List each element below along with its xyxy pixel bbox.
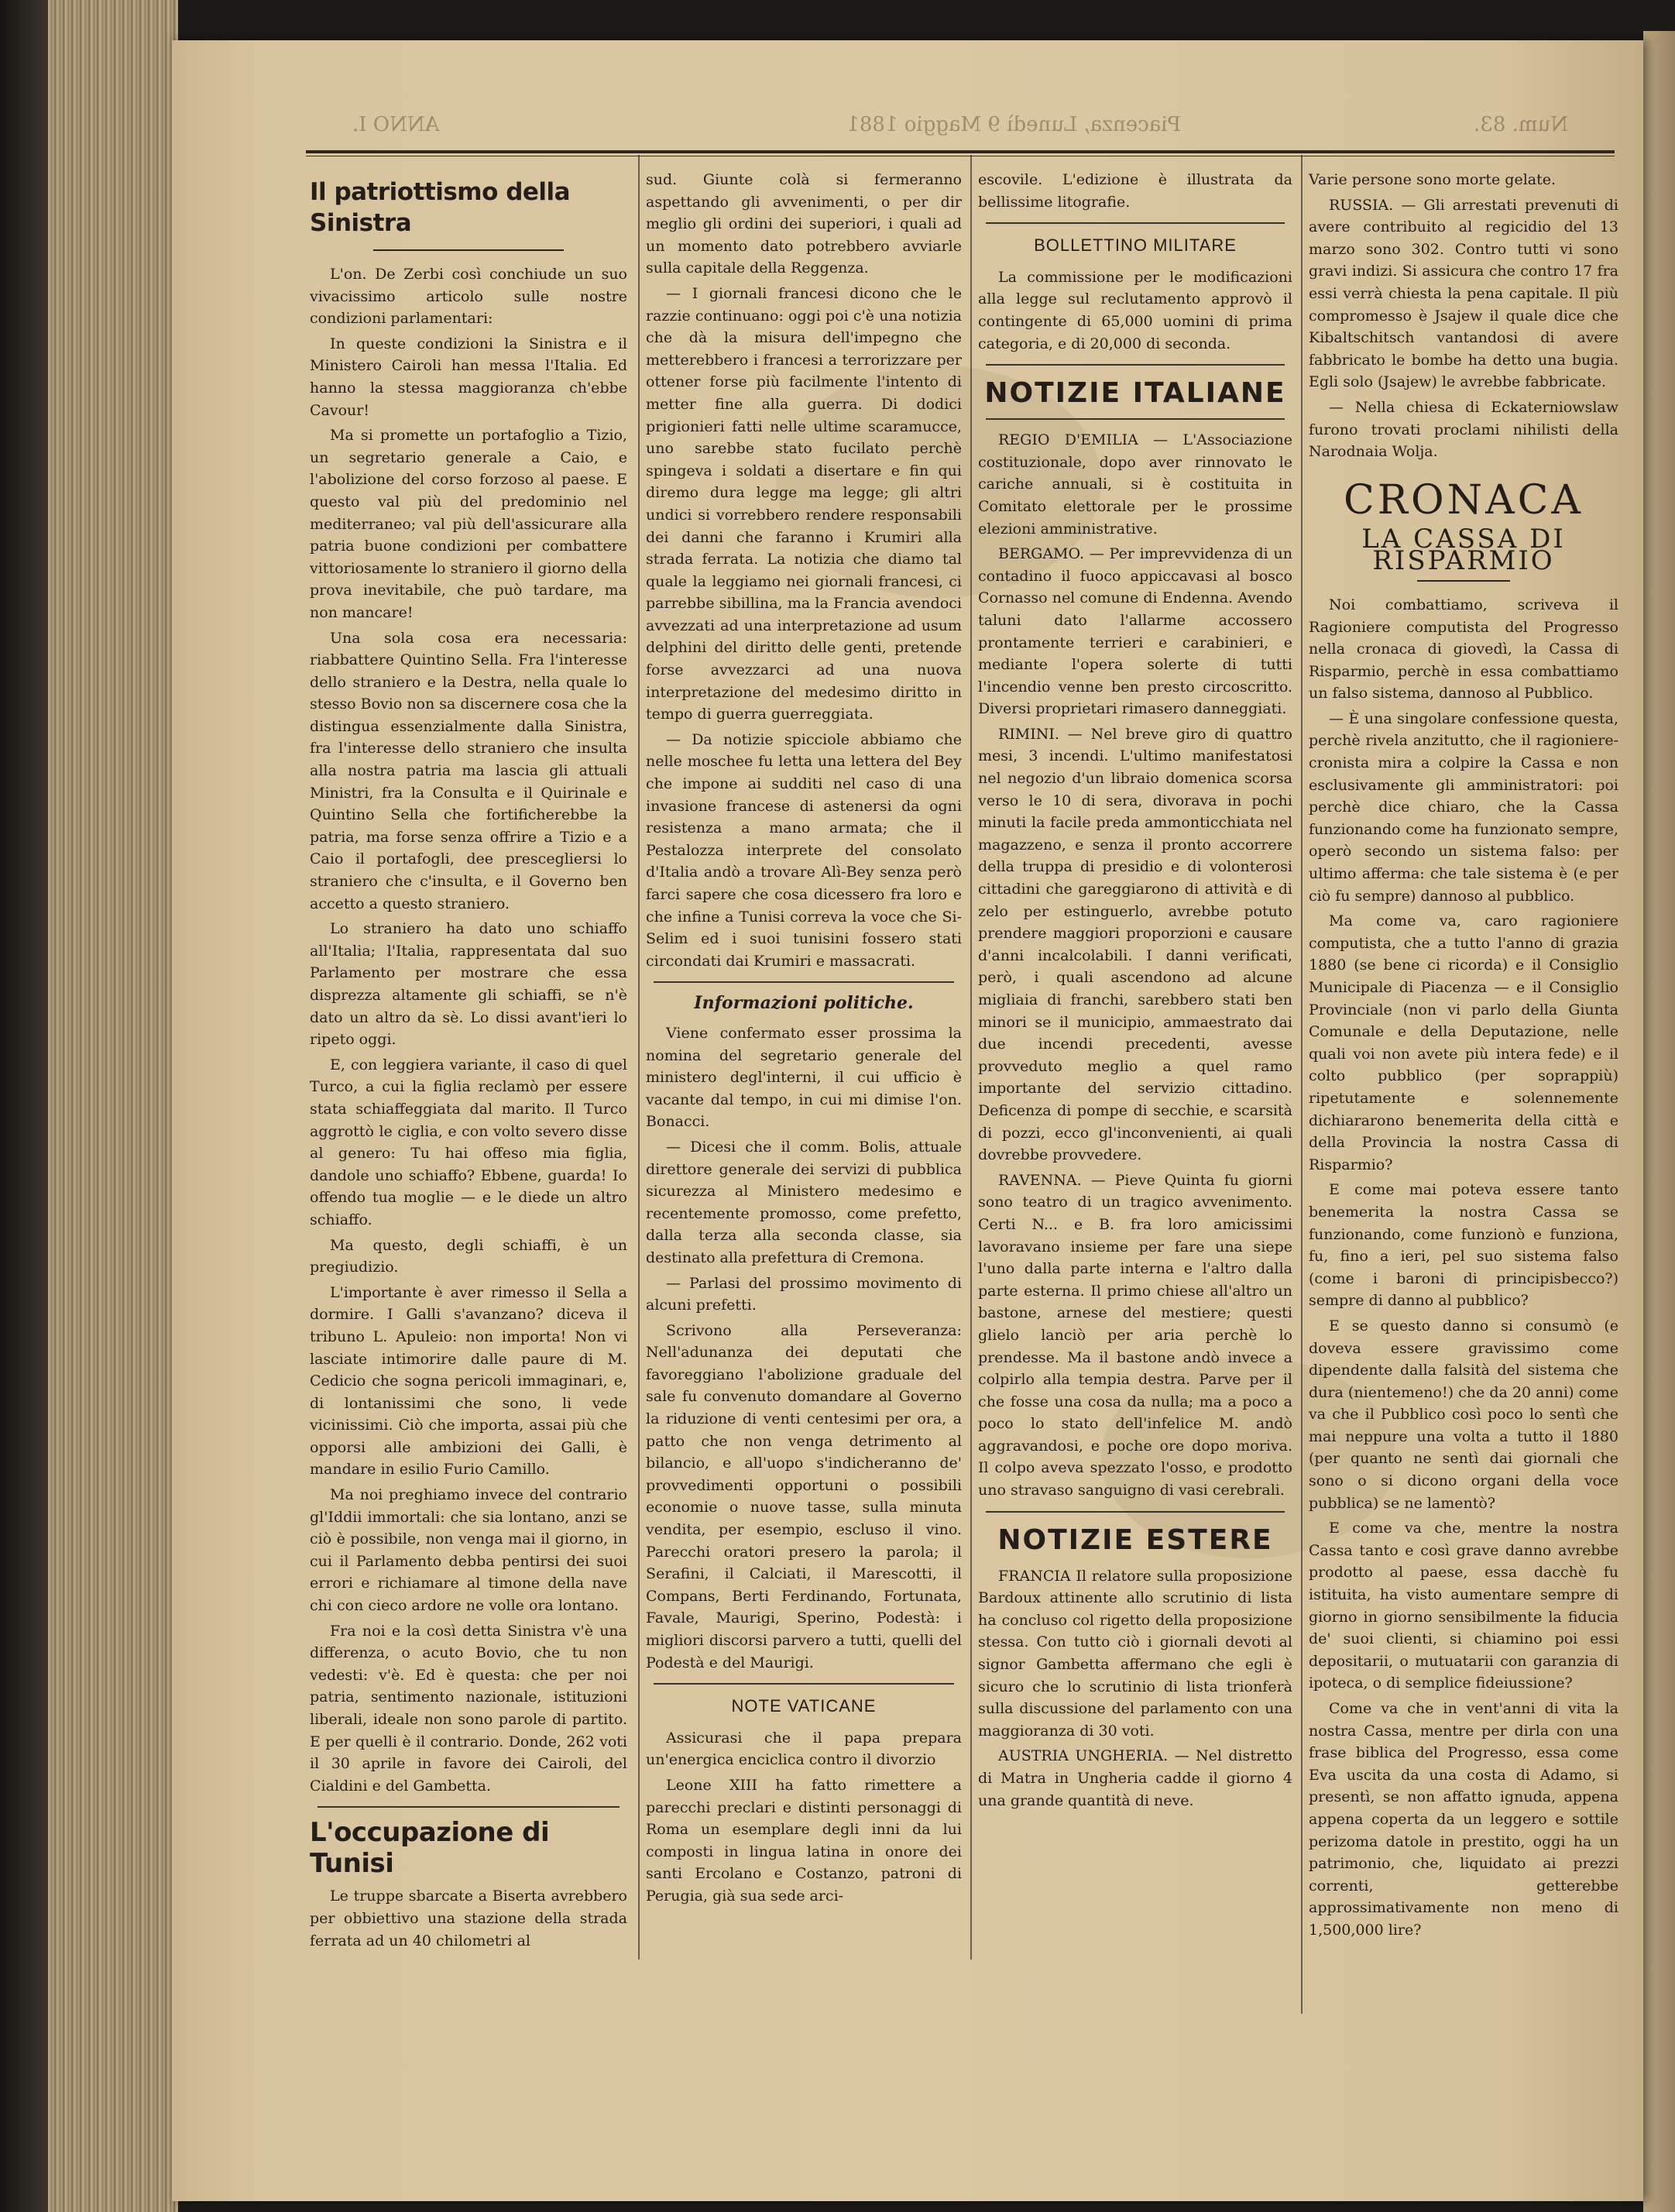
paragraph: Lo straniero ha dato uno schiaffo all'Italia; l'Italia, rappresentata dal suo Parlamento per mostrare che essa disprezza altamente gli schiaffi, se n'è dato un altro da sè. Lo dissi avant'ieri lo ripeto oggi. <box>310 920 627 1049</box>
ornament-divider <box>1417 575 1510 586</box>
paragraph: Le truppe sbarcate a Biserta avrebbero per obbiettivo una stazione della strada ferrata ad un 40 chilometri al <box>310 1887 627 1949</box>
masthead-date: Piacenza, Lunedì 9 Maggio 1881 <box>846 113 1181 136</box>
paragraph: — I giornali francesi dicono che le razzie continuano: oggi poi c'è una notizia che dà la misura dell'impegno che metterebbero i francesi a terrorizzare per ottener forse più facilmente l'intento di metter fine alla guerra. Di dodici prigionieri fatti nelle ultime scaramucce, uno sarebbe stato fucilato perchè spingeva i soldati a disertare e fin qui diremo dura legge ma legge; gli altri undici si vorrebbero rendere responsabili dei danni che faranno i Krumiri alla strada ferrata. La notizia che diamo tal quale la leggiamo nei giornali francesi, ci parrebbe sibillina, ma la Francia avendoci avvezzati ad una interpretazione ad usum delphini del diritto delle genti, pretende forse avvezzarci ad una nuova interpretazione del medesimo diritto in tempo di guerra guerreggiata. <box>646 284 962 723</box>
paragraph: sud. Giunte colà si fermeranno aspettando gli avvenimenti, o per dir meglio gli ordini dei superiori, i quali ad un momento dato potrebbero avviarle sulla capitale della Reggenza. <box>646 171 962 277</box>
paragraph: — Parlasi del prossimo movimento di alcuni prefetti. <box>646 1274 962 1314</box>
column-3 <box>978 169 1292 1815</box>
paragraph: In queste condizioni la Sinistra e il Ministero Cairoli han messa l'Italia. Ed hanno la stessa maggioranza ch'ebbe Cavour! <box>310 335 627 419</box>
section-divider <box>654 1683 954 1685</box>
paragraph: BERGAMO. — Per imprevvidenza di un contadino il fuoco appiccavasi al bosco Cornasso nel comune di Endenna. Avendo taluni dato l'allarme accossero prontamente terrieri e carabinieri, e mediante l'opera solerte di tutti l'incendio venne ben presto circoscritto. Diversi proprietari rimasero danneggiati. <box>978 545 1292 718</box>
section-heading-informazioni: Informazioni politiche. <box>694 993 914 1014</box>
paragraph: Leone XIII ha fatto rimettere a parecchi preclari e distinti personaggi di Roma un esemplare degli inni da lui composti in lingua latina in onore dei santi Ercolano e Costanzo, patroni di Perugia, già sua sede arci- <box>646 1776 962 1905</box>
next-page-edge <box>1643 31 1675 2212</box>
paragraph: La commissione per le modificazioni alla legge sul reclutamento approvò il contingente di 65,000 uomini di prima categoria, e di 20,000 di seconda. <box>978 268 1292 352</box>
ornament-divider <box>373 245 564 256</box>
column-1 <box>310 169 627 1955</box>
paragraph: Varie persone sono morte gelate. <box>1309 171 1557 188</box>
top-rule <box>306 150 1615 153</box>
article-title-tunisi: L'occupazione di Tunisi <box>310 1817 550 1880</box>
paragraph: Ma si promette un portafoglio a Tizio, un segretario generale a Caio, e l'abolizione del corso forzoso al paese. E questo val più del predominio nel mediterraneo; val più dell'assicurare alla patria buone condizioni per combattere vittoriosamente lo straniero il giorno della prova inevitabile, che può tardare, ma non mancare! <box>310 427 627 621</box>
column-rule-2 <box>970 155 972 1960</box>
paragraph: — È una singolare confessione questa, perchè rivela anzitutto, che il ragioniere-cronista mira a colpire la Cassa e non esclusivamente gli amministratori: poi perchè dice chiaro, che la Cassa funzionando come ha funzionato sempre, operò secondo un sistema falso: per ultimo afferma: che tale sistema è (e per ciò fu sempre) dannoso al pubblico. <box>1309 709 1618 905</box>
paragraph: AUSTRIA UNGHERIA. — Nel distretto di Matra in Ungheria cadde il giorno 4 una grande quantità di neve. <box>978 1747 1292 1809</box>
section-divider <box>986 418 1285 420</box>
section-divider <box>986 364 1285 366</box>
paragraph: Ma come va, caro ragioniere computista, che a tutto l'anno di grazia 1880 (se bene ci ricorda) e il Consiglio Municipale di Piacenza — e il Consiglio Provinciale (non vi parlo della Giunta Comunale e della Deputazione, nelle quali voi non avete più intera fede) e il colto pubblico (per soprappiù) ripetutamente e solennemente dichiararono benemerita della città e della Provincia la nostra Cassa di Risparmio? <box>1309 912 1618 1173</box>
paragraph: RIMINI. — Nel breve giro di quattro mesi, 3 incendi. L'ultimo manifestatosi nel negozio d'un libraio domenica scorsa verso le 10 di sera, divorava in pochi minuti la facile preda ammonticchiata nel magazzeno, e senza il pronto accorrere della truppa di presidio e di volonterosi cittadini che gareggiarono di attività e di zelo per estinguerlo, avrebbe potuto prendere maggiori proporzioni e causare d'anni incalcolabili. I danni verificati, però, i quali ascendono ad alcune migliaia di franchi, sarebbero stati ben minori se il municipio, ammaestrato dai due incendi precedenti, avesse provveduto meglio a quel ramo importante del servizio cittadino. Deficenza di pompe di secchie, e scarsità di pozzi, ecco gl'inconvenienti, ai quali dovrebbe provvedere. <box>978 725 1292 1164</box>
masthead-anno: ANNO I. <box>352 113 440 136</box>
paragraph: — Nella chiesa di Eckaterniowslaw furono trovati proclami nihilisti della Narodnaia Wolja. <box>1309 398 1618 461</box>
paragraph: RUSSIA. — Gli arrestati prevenuti di avere contribuito al regicidio del 13 marzo sono 302. Contro tutti vi sono gravi indizi. Si assicura che contro 17 fra essi verrà chiesta la pena capitale. Il più compromesso è Jsajew il quale dice che Kibaltschitsch vantandosi di avere fabbricato le bombe ha detto una bugia. Egli solo (Jsajew) le avrebbe fabbricate. <box>1309 196 1618 391</box>
section-heading-cassa: LA CASSA DI RISPARMIO <box>1361 523 1566 577</box>
paragraph: E come mai poteva essere tanto benemerita la nostra Cassa se funzionando, come funzionò e funziona, fu, fino a ieri, pel suo sistema falso (come i baroni di principisbecco?) sempre di danno al pubblico? <box>1309 1181 1618 1310</box>
paragraph: E se questo danno si consumò (e doveva essere gravissimo come dipendente dalla falsità del sistema che dura (nientemeno!) che da 20 anni) come va che il Pubblico così poco lo sentì che mai neppure una volta a tutto il 1880 (per quanto ne sentì dai giornali che sono o si dicono organi della voce pubblica) se ne lamentò? <box>1309 1317 1618 1512</box>
paragraph: REGIO D'EMILIA — L'Associazione costituzionale, dopo aver rinnovato le cariche annuali, si è costituita in Comitato elettorale per le prossime elezioni amministrative. <box>978 431 1292 538</box>
section-heading-estere: NOTIZIE ESTERE <box>997 1523 1273 1556</box>
paragraph: — Da notizie spicciole abbiamo che nelle moschee fu letta una lettera del Bey che impone ai sudditi nel caso di una invasione francese di astenersi da ogni resistenza a mano armata; che il Pestalozza interprete del consolato d'Italia andò a trovare Alì-Bey senza però farci sapere che cosa dicessero fra loro e che infine a Tunisi correva la voce che Si-Selim ed i suoi tunisini fossero stati circondati dai Krumiri e massacrati. <box>646 730 962 970</box>
paragraph: Viene confermato esser prossima la nomina del segretario generale del ministero degl'interni, il cui ufficio è vacante dal tempo, in cui mi dimise l'on. Bonacci. <box>646 1024 962 1131</box>
section-divider <box>986 1511 1285 1513</box>
paragraph: Ma questo, degli schiaffi, è un pregiudizio. <box>310 1236 627 1276</box>
paragraph: E, con leggiera variante, il caso di quel Turco, a cui la figlia reclamò per essere stata schiaffeggiata dal marito. Il Turco aggrottò le ciglia, e con volto severo disse al genero: Tu hai offeso mia figlia, dandole uno schiaffo? Ebbene, guarda! Io offendo tua moglie — e le diede un altro schiaffo. <box>310 1056 627 1228</box>
section-heading-cronaca: CRONACA <box>1344 476 1584 524</box>
paragraph: L'on. De Zerbi così conchiude un suo vivacissimo articolo sulle nostre condizioni parlamentari: <box>310 266 627 328</box>
section-divider <box>986 222 1285 224</box>
paragraph: Come va che in vent'anni di vita la nostra Cassa, mentre per dirla con una frase biblica del Progresso, essa come Eva uscita da una costa di Adamo, si presentì, se non affatto ignuda, appena appena coperta da un leggero e sottile perizoma datole in prestito, oggi ha un patrimonio, che, liquidato ai prezzi correnti, getterebbe approssimativamente non meno di 1,500,000 lire? <box>1309 1700 1618 1939</box>
paragraph: FRANCIA Il relatore sulla proposizione Bardoux attinente allo scrutinio di lista ha concluso col rigetto della proposizione stessa. Con tutto ciò i giornali devoti al signor Gambetta affermano che egli è sicuro che lo scrutinio di lista trionferà sulla discussione del parlamento con una maggioranza di 30 voti. <box>978 1567 1292 1740</box>
paragraph: Assicurasi che il papa prepara un'energica enciclica contro il divorzio <box>646 1729 962 1769</box>
masthead-number: Num. 83. <box>1473 113 1568 136</box>
book-page-edges <box>0 0 178 2212</box>
column-4 <box>1309 169 1618 1945</box>
paragraph: L'importante è aver rimesso il Sella a dormire. I Galli s'avanzano? diceva il tribuno L. Apuleio: non importa! Non vi lasciate intimorire dalle paure di M. Cedicio che sogna pericoli immaginari, e, di lontanissimi che sono, li vede vicinissimi. Ciò che importa, assai più che opporsi alle ambizioni dei Galli, è mandare in esilio Furio Camillo. <box>310 1283 627 1479</box>
section-heading-vaticane: NOTE VATICANE <box>731 1696 877 1716</box>
paragraph: Una sola cosa era necessaria: riabbattere Quintino Sella. Fra l'interesse dello straniero e la Destra, nella quale lo stesso Bovio non sa discernere cosa che la distingua essenzialmente dalla Sinistra, fra l'interesse dello straniero che insulta alla nostra patria ma lascia gli attuali Ministri, fra la Consulta e il Quirinale e Quintino Sella che fortificherebbe la patria, ma forse senza offrire a Tizio e a Caio il portafogli, dee prescegliersi lo straniero che c'insulta, e il Governo ben accetto a questo straniero. <box>310 629 627 912</box>
section-divider <box>317 1806 620 1808</box>
section-heading-bollettino: BOLLETTINO MILITARE <box>1034 235 1237 256</box>
paragraph: — Dicesi che il comm. Bolis, attuale direttore generale dei servizi di pubblica sicurezza al Ministero medesimo e recentemente promosso, come prefetto, dalla terza alla seconda classe, sia destinato alla prefettura di Cremona. <box>646 1138 962 1266</box>
paragraph: Ma noi preghiamo invece del contrario gl'Iddii immortali: che sia lontano, anzi se ciò è possibile, non venga mai il giorno, in cui il Parlamento debba pentirsi dei suoi errori e richiamare al timone della nave chi con cieco ardore ne volle ora lontano. <box>310 1486 627 1615</box>
section-heading-italiane: NOTIZIE ITALIANE <box>984 377 1286 410</box>
article-title: Il patriottismo della Sinistra <box>310 178 571 237</box>
paragraph: Scrivono alla Perseveranza: Nell'adunanza dei deputati che favoreggiano l'abolizione graduale del sale fu convenuto domandare al Governo la riduzione di venti centesimi per ora, a patto che non venga detrimento al bilancio, e all'uopo s'indicheranno de' provvedimenti opportuni o possibili economie o nuove tasse, sulla minuta vendita, per esempio, escluso il vino. Parecchi oratori presero la parola; il Serafini, il Calciati, il Marescotti, il Compans, Berti Ferdinando, Fortunata, Favale, Maurigi, Sperino, Podestà: i migliori discorsi parvero a tutti, quelli del Podestà e del Maurigi. <box>646 1321 962 1671</box>
column-rule-1 <box>638 155 640 1960</box>
column-2 <box>646 169 962 1911</box>
paragraph: Fra noi e la così detta Sinistra v'è una differenza, o acuto Bovio, che tu non vedesti: v'è. Ed è questa: che per noi patria, sentimento nazionale, istituzioni liberali, ideale non sono parole di partito. E per quelli è il contrario. Donde, 262 voti il 30 aprile in favore dei Cairoli, del Cialdini e del Gambetta. <box>310 1622 627 1795</box>
masthead-bleedthrough <box>306 110 1615 139</box>
column-rule-3 <box>1301 155 1303 2014</box>
paragraph: RAVENNA. — Pieve Quinta fu giorni sono teatro di un tragico avvenimento. Certi N... e B. fra loro amicissimi lavoravano insieme per fare una siepe l'uno dalla parte interna e l'altro dalla parte esterna. Il primo chiese all'altro un bastone, arnese del mestiere; questi glielo lanciò per aria perchè lo prendesse. Ma il bastone andò invece a colpirlo alla tempia destra. Parve per il che fosse una cosa da nulla; ma a poco a poco lo stato dell'infelice M. andò aggravandosi, e poche ore dopo moriva. Il colpo aveva spezzato l'osso, e prodotto uno stravaso sanguigno di vasi cerebrali. <box>978 1171 1292 1499</box>
paragraph: escovile. L'edizione è illustrata da bellissime litografie. <box>978 171 1292 211</box>
paragraph: E come va che, mentre la nostra Cassa tanto e così grave danno avrebbe prodotto al paese, essa dacchè fu istituita, ha visto aumentare sempre di giorno in giorno sensibilmente la fiducia de' suoi clienti, si chiamino poi essi depositarii, o mutuatarii con garanzia di ipoteca, o di semplice fideiussione? <box>1309 1520 1618 1692</box>
paragraph: Noi combattiamo, scriveva il Ragioniere computista del Progresso nella cronaca di giovedì, la Cassa di Risparmio, perchè in essa combattiamo un falso sistema, dannoso al Pubblico. <box>1309 596 1618 702</box>
section-divider <box>654 981 954 983</box>
